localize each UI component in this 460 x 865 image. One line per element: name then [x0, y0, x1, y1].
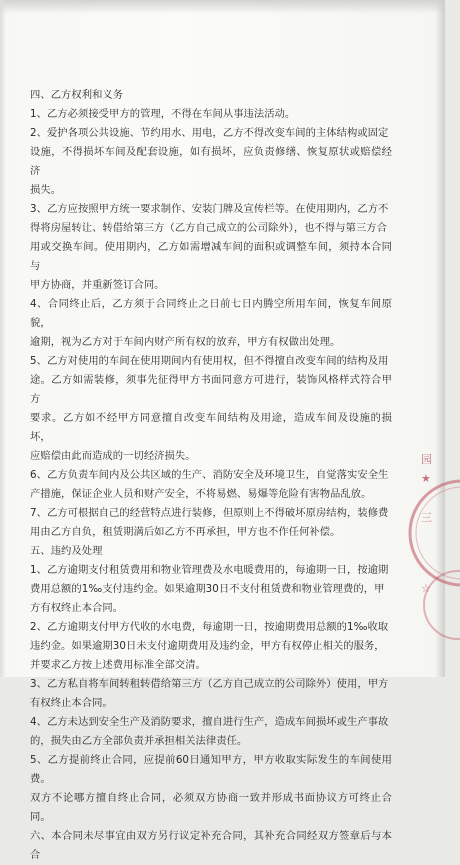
- text-line: 产措施，保证企业人员和财产安全，不将易燃、易爆等危险有害物品乱放。: [30, 488, 372, 500]
- page-top-shadow: [0, 0, 445, 14]
- seal-char: ☆: [421, 582, 431, 595]
- text-line: 要求。乙方如不经甲方同意擅自改变车间结构及用途，造成车间及设施的损坏，: [30, 412, 392, 443]
- text-line: 1、乙方逾期支付租赁费用和物业管理费及水电暖费用的，每逾期一日，按逾期: [30, 564, 389, 576]
- text-line: 途。乙方如需装修，须事先征得甲方书面同意方可进行，装饰风格样式符合甲方: [30, 374, 392, 405]
- text-line: 违约金。如果逾期30日未支付逾期费用及违约金，甲方有权停止相关的服务，: [30, 640, 385, 652]
- text-line: 6、乙方负责车间内及公共区域的生产、消防安全及环境卫生，自觉落实安全生: [30, 469, 389, 481]
- contract-text: [30, 86, 392, 865]
- text-line: 5、乙方对使用的车间在使用期间内有使用权，但不得擅自改变车间的结构及用: [30, 355, 389, 367]
- text-line: 方有权终止本合同。: [30, 602, 124, 614]
- text-line: 六、本合同未尽事宜由双方另行议定补充合同，其补充合同经双方签章后与本合: [30, 830, 392, 861]
- seal-char: 园: [421, 453, 432, 466]
- seal-char: ★: [421, 472, 431, 485]
- text-line: 甲方协商，并重新签订合同。: [30, 279, 165, 291]
- text-line: 5、乙方提前终止合同，应提前60日通知甲方，甲方收取实际发生的车间使用费。: [30, 754, 392, 785]
- text-line: 4、合同终止后，乙方须于合同终止之日前七日内腾空所用车间，恢复车间原貌，: [30, 298, 392, 329]
- text-line: 的，损失由乙方全部负责并承担相关法律责任。: [30, 735, 248, 747]
- text-line: 有权终止本合同。: [30, 697, 113, 709]
- text-line: 3、乙方应按照甲方统一要求制作、安装门牌及宣传栏等。在使用期内，乙方不: [30, 203, 389, 215]
- section-heading: 四、乙方权利和义务: [30, 89, 124, 101]
- text-line: 4、乙方未达到安全生产及消防要求，擅自进行生产，造成车间损坏或生产事故: [30, 716, 389, 728]
- text-line: 7、乙方可根据自己的经营特点进行装修，但原则上不得破坏原房结构，装修费: [30, 507, 389, 519]
- seal-characters: [421, 453, 435, 595]
- page-left-shadow: [0, 0, 6, 677]
- text-line: 应赔偿由此而造成的一切经济损失。: [30, 450, 196, 462]
- text-line: 逾期，视为乙方对于车间内财产所有权的放弃，甲方有权做出处理。: [30, 336, 341, 348]
- text-line: 得将房屋转让、转借给第三方（乙方自己成立的公司除外），也不得与第三方合: [30, 222, 387, 234]
- text-line: 费用总额的1‰支付违约金。如果逾期30日不支付租赁费和物业管理费的，甲: [30, 583, 385, 595]
- text-line: 1、乙方必须接受甲方的管理，不得在车间从事违法活动。: [30, 108, 296, 120]
- text-line: 损失。: [30, 184, 62, 196]
- text-line: 用由乙方自负，租赁期满后如乙方不再承担，甲方也不作任何补偿。: [30, 526, 341, 538]
- text-line: 2、爱护各项公共设施、节约用水、用电，乙方不得改变车间的主体结构或固定: [30, 127, 389, 139]
- text-line: 双方不论哪方擅自终止合同，必须双方协商一致并形成书面协议方可终止合同。: [30, 792, 392, 823]
- text-line: 并要求乙方按上述费用标准全部交清。: [30, 659, 206, 671]
- section-heading: 五、违约及处理: [30, 545, 103, 557]
- text-line: 3、乙方私自将车间转租转借给第三方（乙方自己成立的公司除外）使用，甲方: [30, 678, 389, 690]
- text-line: 用或交换车间。使用期内，乙方如需增减车间的面积或调整车间，须持本合同与: [30, 241, 392, 272]
- text-line: 设施，不得损坏车间及配套设施，如有损坏，应负责修缮、恢复原状或赔偿经济: [30, 146, 392, 177]
- seal-char: 三: [421, 511, 432, 524]
- text-line: 2、乙方逾期支付甲方代收的水电费，每逾期一日，按逾期费用总额的1‰收取: [30, 621, 389, 633]
